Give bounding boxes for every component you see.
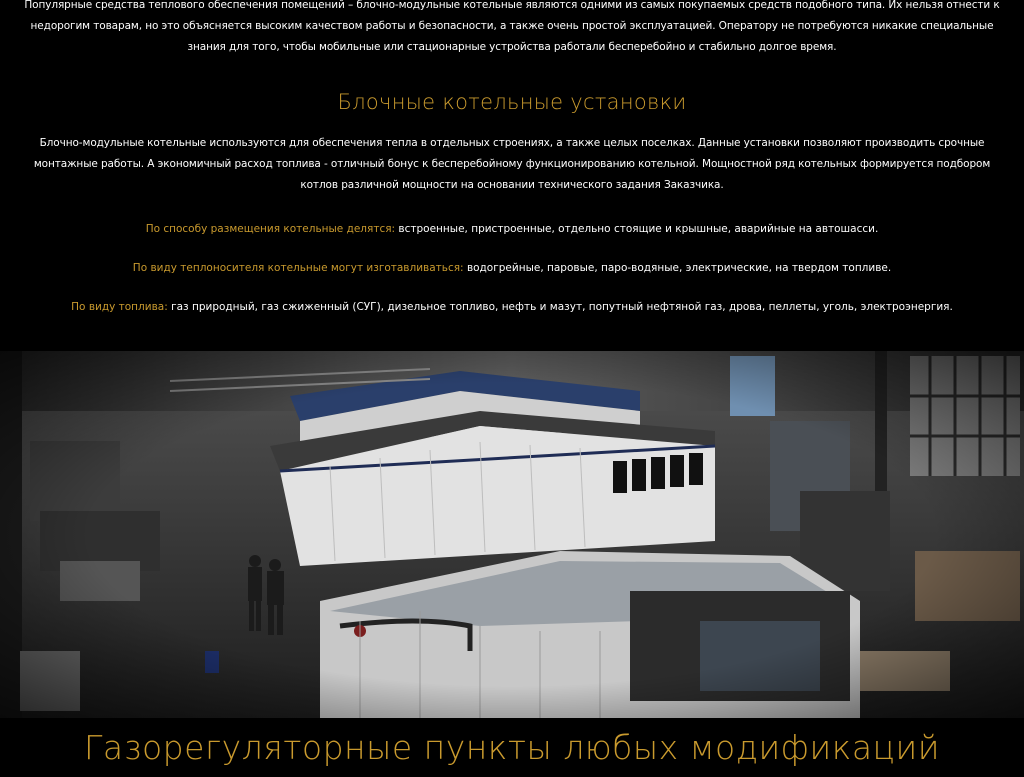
factory-photo [0, 351, 1024, 718]
property-value: газ природный, газ сжиженный (СУГ), дизельное топливо, нефть и мазут, попутный нефтяной газ, дрова, пеллеты, уголь, электроэнергия. [171, 301, 953, 313]
section-title: Блочные котельные установки [337, 90, 687, 114]
property-value: встроенные, пристроенные, отдельно стоящие и крышные, аварийные на автошасси. [398, 223, 879, 235]
property-fuel [0, 297, 1024, 318]
property-label: По виду теплоносителя котельные могут изготавливаться: [132, 262, 464, 274]
property-label: По виду топлива: [71, 301, 168, 313]
property-value: водогрейные, паровые, паро-водяные, электрические, на твердом топливе. [466, 262, 892, 274]
section-description: Блочно-модульные котельные используются для обеспечения тепла в отдельных строениях, а также целых поселках. Данные установки позволяют производить срочные монтажные работы. А экономичный расход топлива - отличный бонус к бесперебойному функционированию котельной. Мощностной ряд котельных формируется подбором котлов различной мощности на основании технического задания Заказчика. [33, 137, 991, 191]
bottom-section-title: Газорегуляторные пункты любых модификаций [84, 728, 940, 767]
property-heat-carrier [0, 258, 1024, 279]
property-label: По способу размещения котельные делятся: [145, 223, 396, 235]
intro-paragraph: Популярные средства теплового обеспечения помещений – блочно-модульные котельные являются одними из самых покупаемых средств подобного типа. Их нельзя отнести к недорогим товарам, но это объясняется высоким качеством работы и безопасности, а также очень простой эксплуатацией. Оператору не потребуются никакие специальные знания для того, чтобы мобильные или стационарные устройства работали бесперебойно и стабильно долгое время. [24, 0, 1000, 53]
property-placement [0, 219, 1024, 240]
